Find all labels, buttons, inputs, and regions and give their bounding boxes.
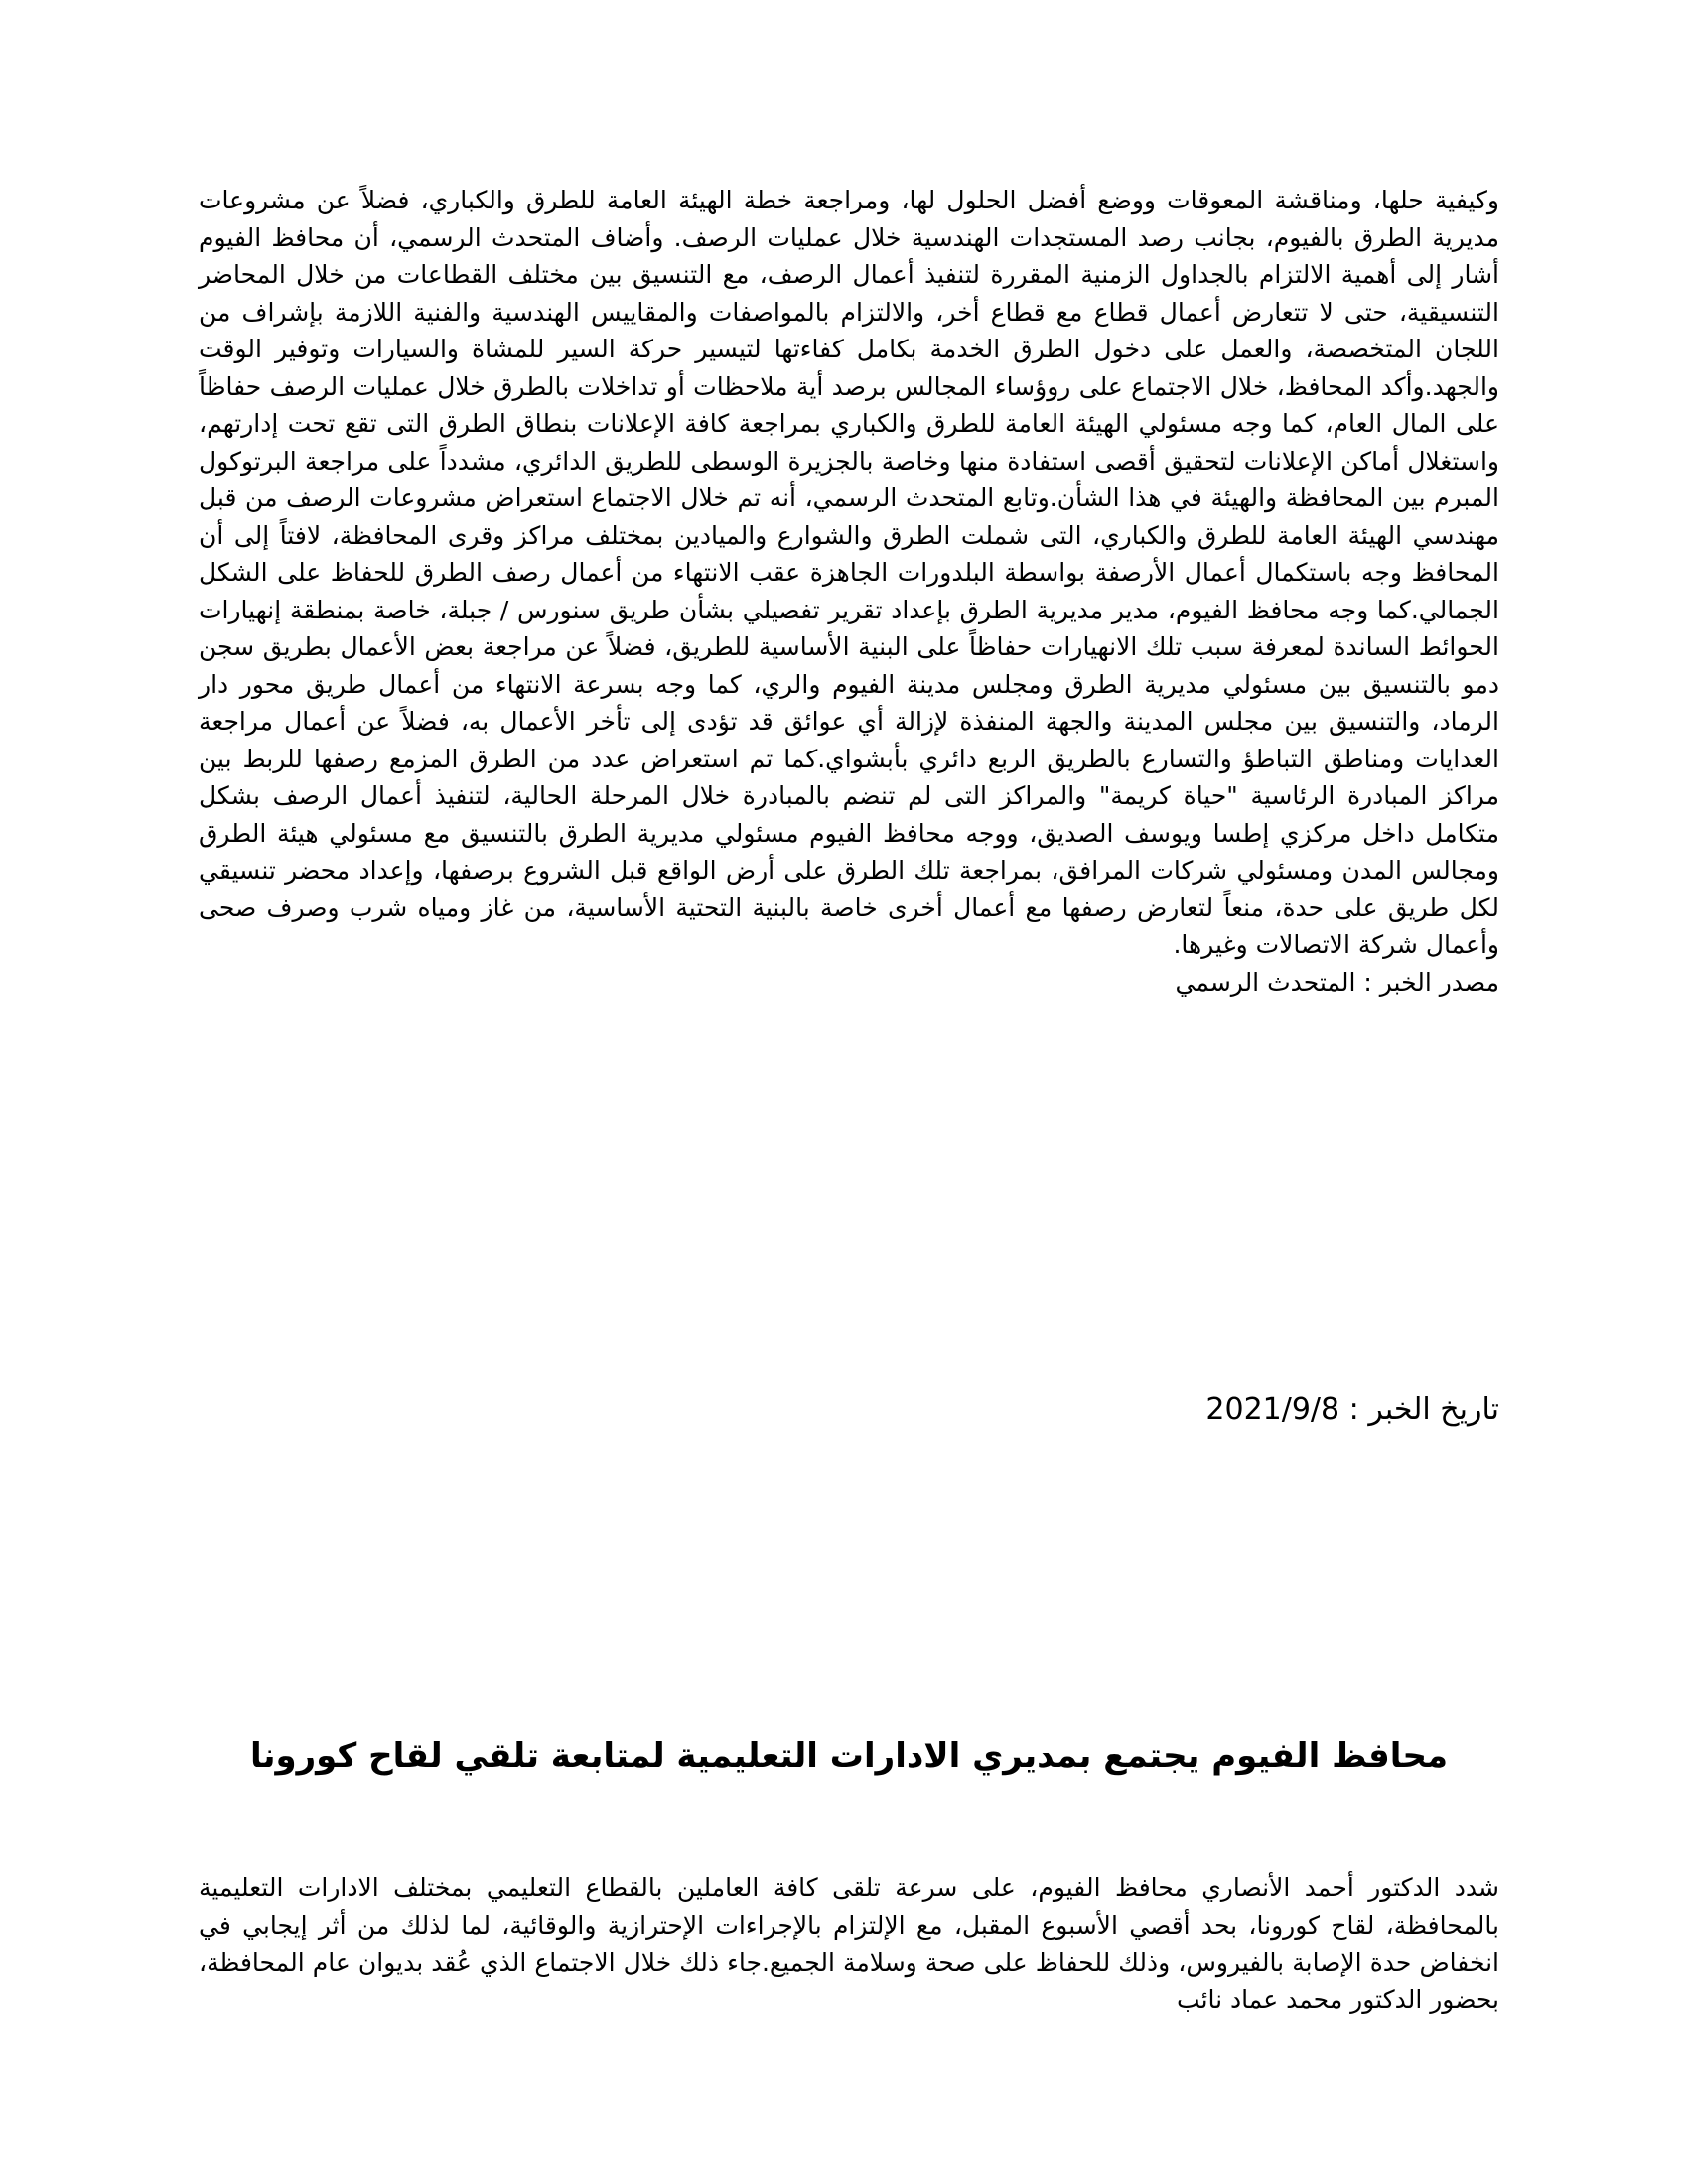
news-date: تاريخ الخبر : 2021/9/8 bbox=[1205, 1392, 1499, 1427]
news-source: مصدر الخبر : المتحدث الرسمي bbox=[1175, 967, 1499, 997]
article-2-headline: محافظ الفيوم يجتمع بمديري الادارات التعليمية لمتابعة تلقي لقاح كورونا bbox=[249, 1735, 1449, 1776]
article-1 bbox=[199, 182, 1499, 1001]
article-2-body: شدد الدكتور أحمد الأنصاري محافظ الفيوم، على سرعة تلقى كافة العاملين بالقطاع التعليمي بمختلف الادارات التعليمية بالمحافظة، لقاح كورونا، بحد أقصي الأسبوع المقبل، مع الإلتزام بالإجراءات الإحترازية والوقائية، لما لذلك من أثر إيجابي في انخفاض حدة الإصابة بالفيروس، وذلك للحفاظ على صحة وسلامة الجميع.جاء ذلك خلال الاجتماع الذي عُقد بديوان عام المحافظة، بحضور الدكتور محمد عماد نائب bbox=[199, 1873, 1499, 2014]
article-2 bbox=[199, 1869, 1499, 2018]
article-1-body: وكيفية حلها، ومناقشة المعوقات ووضع أفضل الحلول لها، ومراجعة خطة الهيئة العامة للطرق والكباري، فضلاً عن مشروعات مديرية الطرق بالفيوم، بجانب رصد المستجدات الهندسية خلال عمليات الرصف. وأضاف المتحدث الرسمي، أن محافظ الفيوم أشار إلى أهمية الالتزام بالجداول الزمنية المقررة لتنفيذ أعمال الرصف، مع التنسيق بين مختلف القطاعات من خلال المحاضر التنسيقية، حتى لا تتعارض أعمال قطاع مع قطاع أخر، والالتزام بالمواصفات والمقاييس الهندسية والفنية اللازمة بإشراف من اللجان المتخصصة، والعمل على دخول الطرق الخدمة بكامل كفاءتها لتيسير حركة السير للمشاة والسيارات وتوفير الوقت والجهد.وأكد المحافظ، خلال الاجتماع على روؤساء المجالس برصد أية ملاحظات أو تداخلات بالطرق خلال عمليات الرصف حفاظاً على المال العام، كما وجه مسئولي الهيئة العامة للطرق والكباري بمراجعة كافة الإعلانات بنطاق الطرق التى تقع تحت إدارتهم، واستغلال أماكن الإعلانات لتحقيق أقصى استفادة منها وخاصة بالجزيرة الوسطى للطريق الدائري، مشدداً على مراجعة البرتوكول المبرم بين المحافظة والهيئة في هذا الشأن.وتابع المتحدث الرسمي، أنه تم خلال الاجتماع استعراض مشروعات الرصف من قبل مهندسي الهيئة العامة للطرق والكباري، التى شملت الطرق والشوارع والميادين بمختلف مراكز وقرى المحافظة، لافتاً إلى أن المحافظ وجه باستكمال أعمال الأرصفة بواسطة البلدورات الجاهزة عقب الانتهاء من أعمال رصف الطرق للحفاظ على الشكل الجمالي.كما وجه محافظ الفيوم، مدير مديرية الطرق بإعداد تقرير تفصيلي بشأن طريق سنورس / جبلة، خاصة بمنطقة إنهيارات الحوائط الساندة لمعرفة سبب تلك الانهيارات حفاظاً على البنية الأساسية للطريق، فضلاً عن مراجعة بعض الأعمال بطريق سجن دمو بالتنسيق بين مسئولي مديرية الطرق ومجلس مدينة الفيوم والري، كما وجه بسرعة الانتهاء من أعمال طريق محور دار الرماد، والتنسيق بين مجلس المدينة والجهة المنفذة لإزالة أي عوائق قد تؤدى إلى تأخر الأعمال به، فضلاً عن أعمال مراجعة العدايات ومناطق التباطؤ والتسارع بالطريق الربع دائري بأبشواي.كما تم استعراض عدد من الطرق المزمع رصفها للربط بين مراكز المبادرة الرئاسية "حياة كريمة" والمراكز التى لم تنضم بالمبادرة خلال المرحلة الحالية، لتنفيذ أعمال الرصف بشكل متكامل داخل مركزي إطسا ويوسف الصديق، ووجه محافظ الفيوم مسئولي مديرية الطرق بالتنسيق مع مسئولي هيئة الطرق ومجالس المدن ومسئولي شركات المرافق، بمراجعة تلك الطرق على أرض الواقع قبل الشروع برصفها، وإعداد محضر تنسيقي لكل طريق على حدة، منعاً لتعارض رصفها مع أعمال أخرى خاصة بالبنية التحتية الأساسية، من غاز ومياه شرب وصرف صحى وأعمال شركة الاتصالات وغيرها. bbox=[199, 186, 1499, 959]
